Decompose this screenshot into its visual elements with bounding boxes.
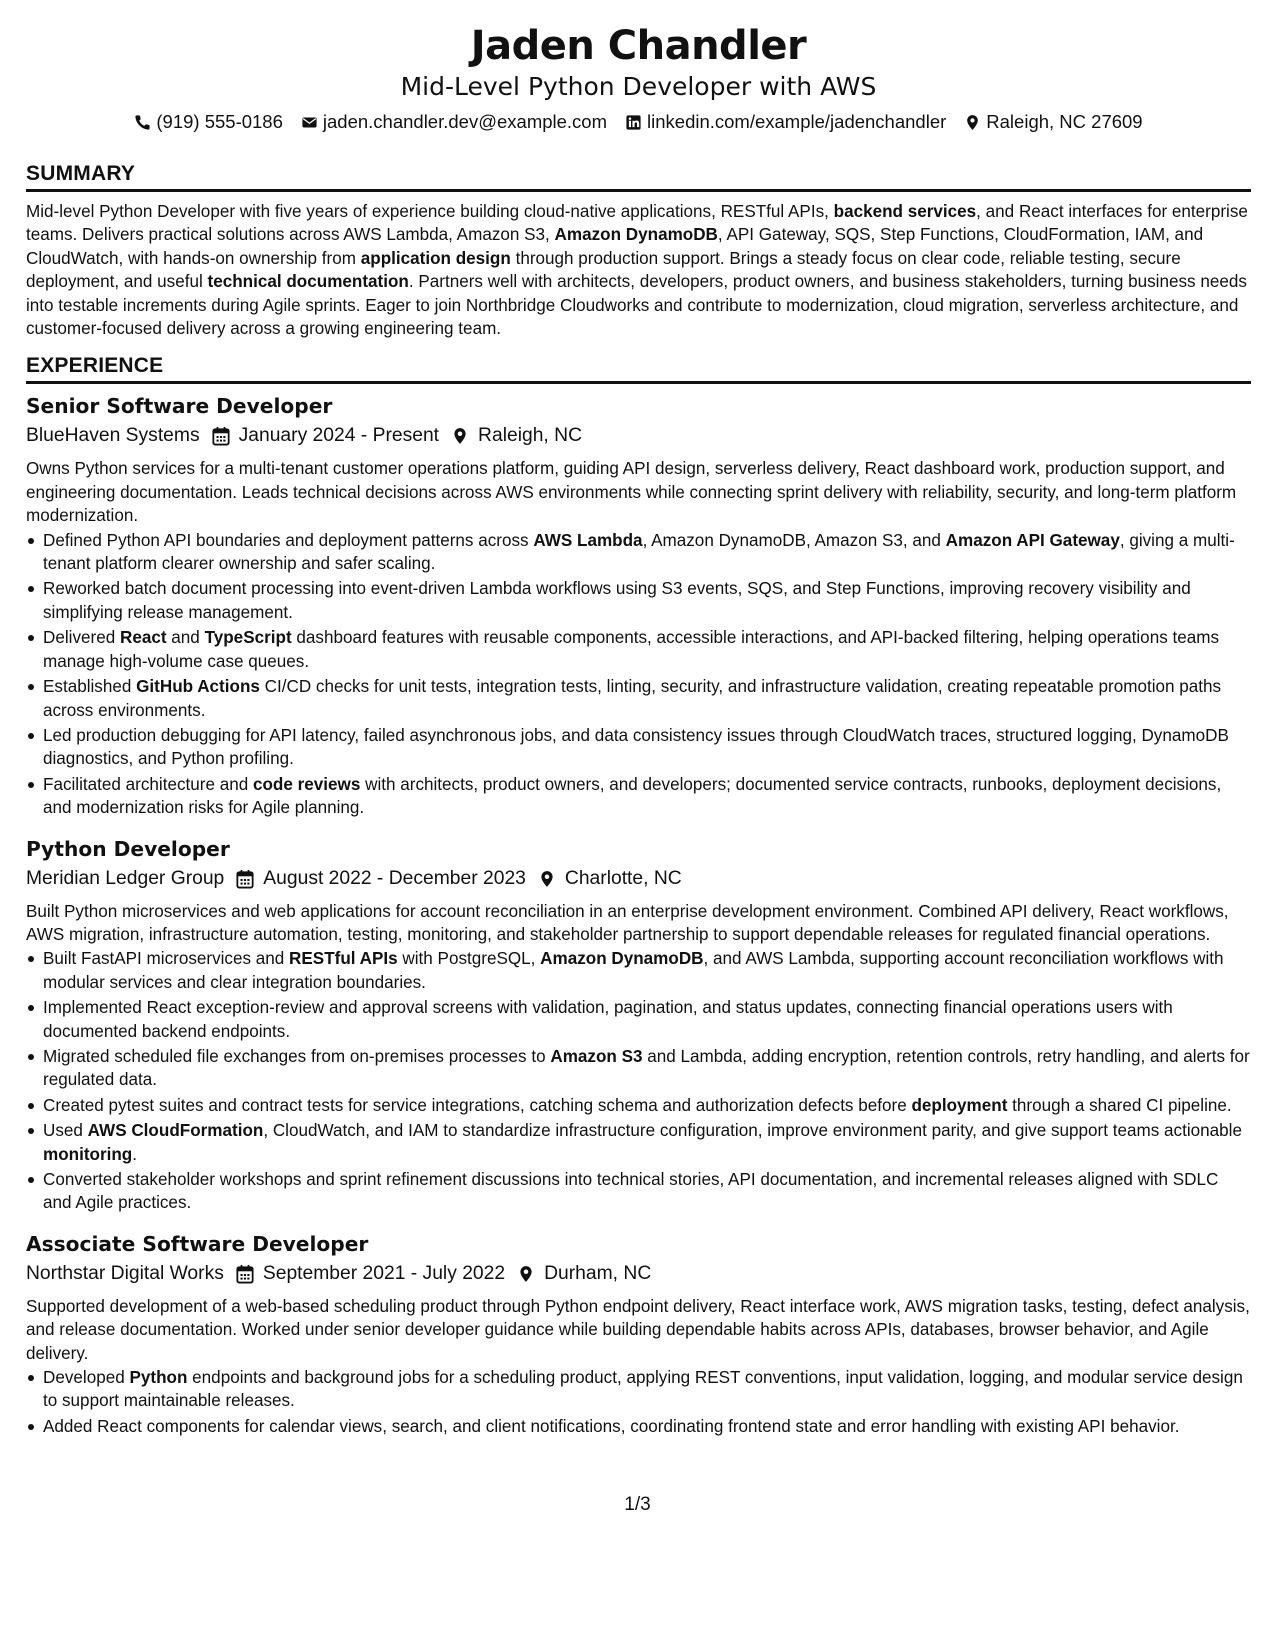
- bullet-item: Added React components for calendar views, search, and client notifications, coordinating frontend state and error handling with existing API behavior.: [26, 1415, 1251, 1438]
- company-name: Northstar Digital Works: [26, 1262, 224, 1284]
- job-description: Supported development of a web-based scheduling product through Python endpoint delivery, React interface work, AWS migration tasks, testing, defect analysis, and release documentation. Worked under senior developer guidance while building dependable habits across APIs, databases, browser behavior, and Agile delivery.: [26, 1296, 1250, 1363]
- job-entry: [26, 393, 1251, 819]
- resume-content: [26, 20, 1251, 1440]
- job-entry: [26, 836, 1251, 1215]
- contact-location: [964, 110, 1142, 134]
- summary-heading: SUMMARY: [26, 162, 1251, 192]
- linkedin-icon: [625, 114, 642, 131]
- calendar-icon: [212, 426, 230, 446]
- job-location: Raleigh, NC: [478, 425, 582, 447]
- experience-section: [26, 354, 1251, 1438]
- bullet-item: Implemented React exception-review and approval screens with validation, pagination, and status updates, connecting financial operations users with documented backend endpoints.: [26, 996, 1251, 1043]
- bullet-item: Delivered React and TypeScript dashboard features with reusable components, accessible interactions, and API-backed filtering, helping operations teams manage high-volume case queues.: [26, 626, 1251, 673]
- calendar-icon: [236, 1264, 254, 1284]
- job-location: Durham, NC: [544, 1262, 652, 1284]
- bullet-item: Reworked batch document processing into event-driven Lambda workflows using S3 events, SQS, and Step Functions, improving recovery visibility and simplifying release management.: [26, 577, 1251, 624]
- contact-linkedin[interactable]: [625, 110, 946, 134]
- bullet-item: Created pytest suites and contract tests for service integrations, catching schema and authorization defects before deployment through a shared CI pipeline.: [26, 1094, 1251, 1117]
- bullet-item: Developed Python endpoints and background jobs for a scheduling product, applying REST conventions, input validation, logging, and modular service design to support maintainable releases.: [26, 1366, 1251, 1413]
- candidate-title: Mid-Level Python Developer with AWS: [400, 72, 877, 101]
- job-location: Charlotte, NC: [564, 867, 682, 889]
- job-dates: January 2024 - Present: [238, 425, 440, 447]
- map-pin-icon: [964, 114, 981, 131]
- bullet-item: Facilitated architecture and code reviews with architects, product owners, and developers; documented service contracts, runbooks, deployment decisions, and modernization risks for Agile planning.: [26, 773, 1251, 820]
- job-bullets: [26, 1366, 1251, 1438]
- job-bullets: [26, 529, 1251, 820]
- bullet-item: Established GitHub Actions CI/CD checks for unit tests, integration tests, linting, security, and infrastructure validation, creating repeatable promotion paths across environments.: [26, 675, 1251, 722]
- job-meta: [26, 1260, 1251, 1288]
- company-name: BlueHaven Systems: [26, 425, 200, 447]
- bullet-item: Converted stakeholder workshops and sprint refinement discussions into technical stories, API documentation, and incremental releases aligned with SDLC and Agile practices.: [26, 1168, 1251, 1215]
- email-text[interactable]: jaden.chandler.dev@example.com: [322, 111, 608, 132]
- bullet-item: Defined Python API boundaries and deployment patterns across AWS Lambda, Amazon DynamoDB, Amazon S3, and Amazon API Gateway, giving a multi-tenant platform clearer ownership and safer scaling.: [26, 529, 1251, 576]
- contact-phone: [134, 110, 283, 134]
- job-meta: [26, 865, 1251, 893]
- calendar-icon: [236, 869, 254, 889]
- linkedin-text[interactable]: linkedin.com/example/jadenchandler: [647, 111, 947, 132]
- location-text: Raleigh, NC 27609: [986, 111, 1143, 132]
- bullet-item: Migrated scheduled file exchanges from on-premises processes to Amazon S3 and Lambda, adding encryption, retention controls, retry handling, and alerts for regulated data.: [26, 1045, 1251, 1092]
- experience-heading: EXPERIENCE: [26, 354, 1251, 384]
- job-title: Python Developer: [26, 836, 230, 861]
- map-pin-icon: [517, 1264, 535, 1284]
- job-bullets: [26, 947, 1251, 1214]
- map-pin-icon: [451, 426, 469, 446]
- bullet-item: Used AWS CloudFormation, CloudWatch, and IAM to standardize infrastructure configuration, improve environment parity, and give support teams actionable monitoring.: [26, 1119, 1251, 1166]
- job-dates: September 2021 - July 2022: [262, 1262, 506, 1284]
- job-dates: August 2022 - December 2023: [263, 867, 526, 889]
- contact-line: [26, 110, 1251, 134]
- company-name: Meridian Ledger Group: [26, 867, 225, 889]
- job-entry: [26, 1231, 1251, 1438]
- job-meta: [26, 422, 1251, 450]
- bullet-item: Built FastAPI microservices and RESTful APIs with PostgreSQL, Amazon DynamoDB, and AWS Lambda, supporting account reconciliation workflows with modular services and clear integration boundaries.: [26, 947, 1251, 994]
- job-description: Built Python microservices and web applications for account reconciliation in an enterprise development environment. Combined API delivery, React workflows, AWS migration, infrastructure automation, testing, monitoring, and stakeholder partnership to support dependable releases for regulated financial operations.: [26, 901, 1229, 944]
- candidate-name: Jaden Chandler: [470, 23, 807, 69]
- job-title: Senior Software Developer: [26, 394, 333, 419]
- experience-list: [26, 393, 1251, 1438]
- summary-text: Mid-level Python Developer with five years of experience building cloud-native applications, RESTful APIs, backend services, and React interfaces for enterprise teams. Delivers practical solutions across AWS Lambda, Amazon S3, Amazon DynamoDB, API Gateway, SQS, Step Functions, CloudFormation, IAM, and CloudWatch, with hands-on ownership from application design through production support. Brings a steady focus on clear code, reliable testing, secure deployment, and useful technical documentation. Partners well with architects, developers, product owners, and business stakeholders, turning business needs into testable increments during Agile sprints. Eager to join Northbridge Cloudworks and contribute to modernization, cloud migration, serverless architecture, and customer-focused delivery across a growing engineering team.: [26, 202, 1248, 339]
- phone-icon: [134, 114, 151, 131]
- job-description: Owns Python services for a multi-tenant customer operations platform, guiding API design, serverless delivery, React dashboard work, production support, and engineering documentation. Leads technical decisions across AWS environments while connecting sprint delivery with reliability, security, and long-term platform modernization.: [26, 459, 1237, 526]
- bullet-item: Led production debugging for API latency, failed asynchronous jobs, and data consistency issues through CloudWatch traces, structured logging, DynamoDB diagnostics, and Python profiling.: [26, 724, 1251, 771]
- map-pin-icon: [538, 869, 556, 889]
- summary-section: [26, 162, 1251, 340]
- job-title: Associate Software Developer: [26, 1231, 369, 1256]
- envelope-icon: [301, 114, 318, 131]
- resume-header: [26, 20, 1251, 134]
- phone-text: (919) 555-0186: [156, 111, 283, 132]
- page-number: 1/3: [624, 1494, 651, 1515]
- contact-email[interactable]: [301, 110, 607, 134]
